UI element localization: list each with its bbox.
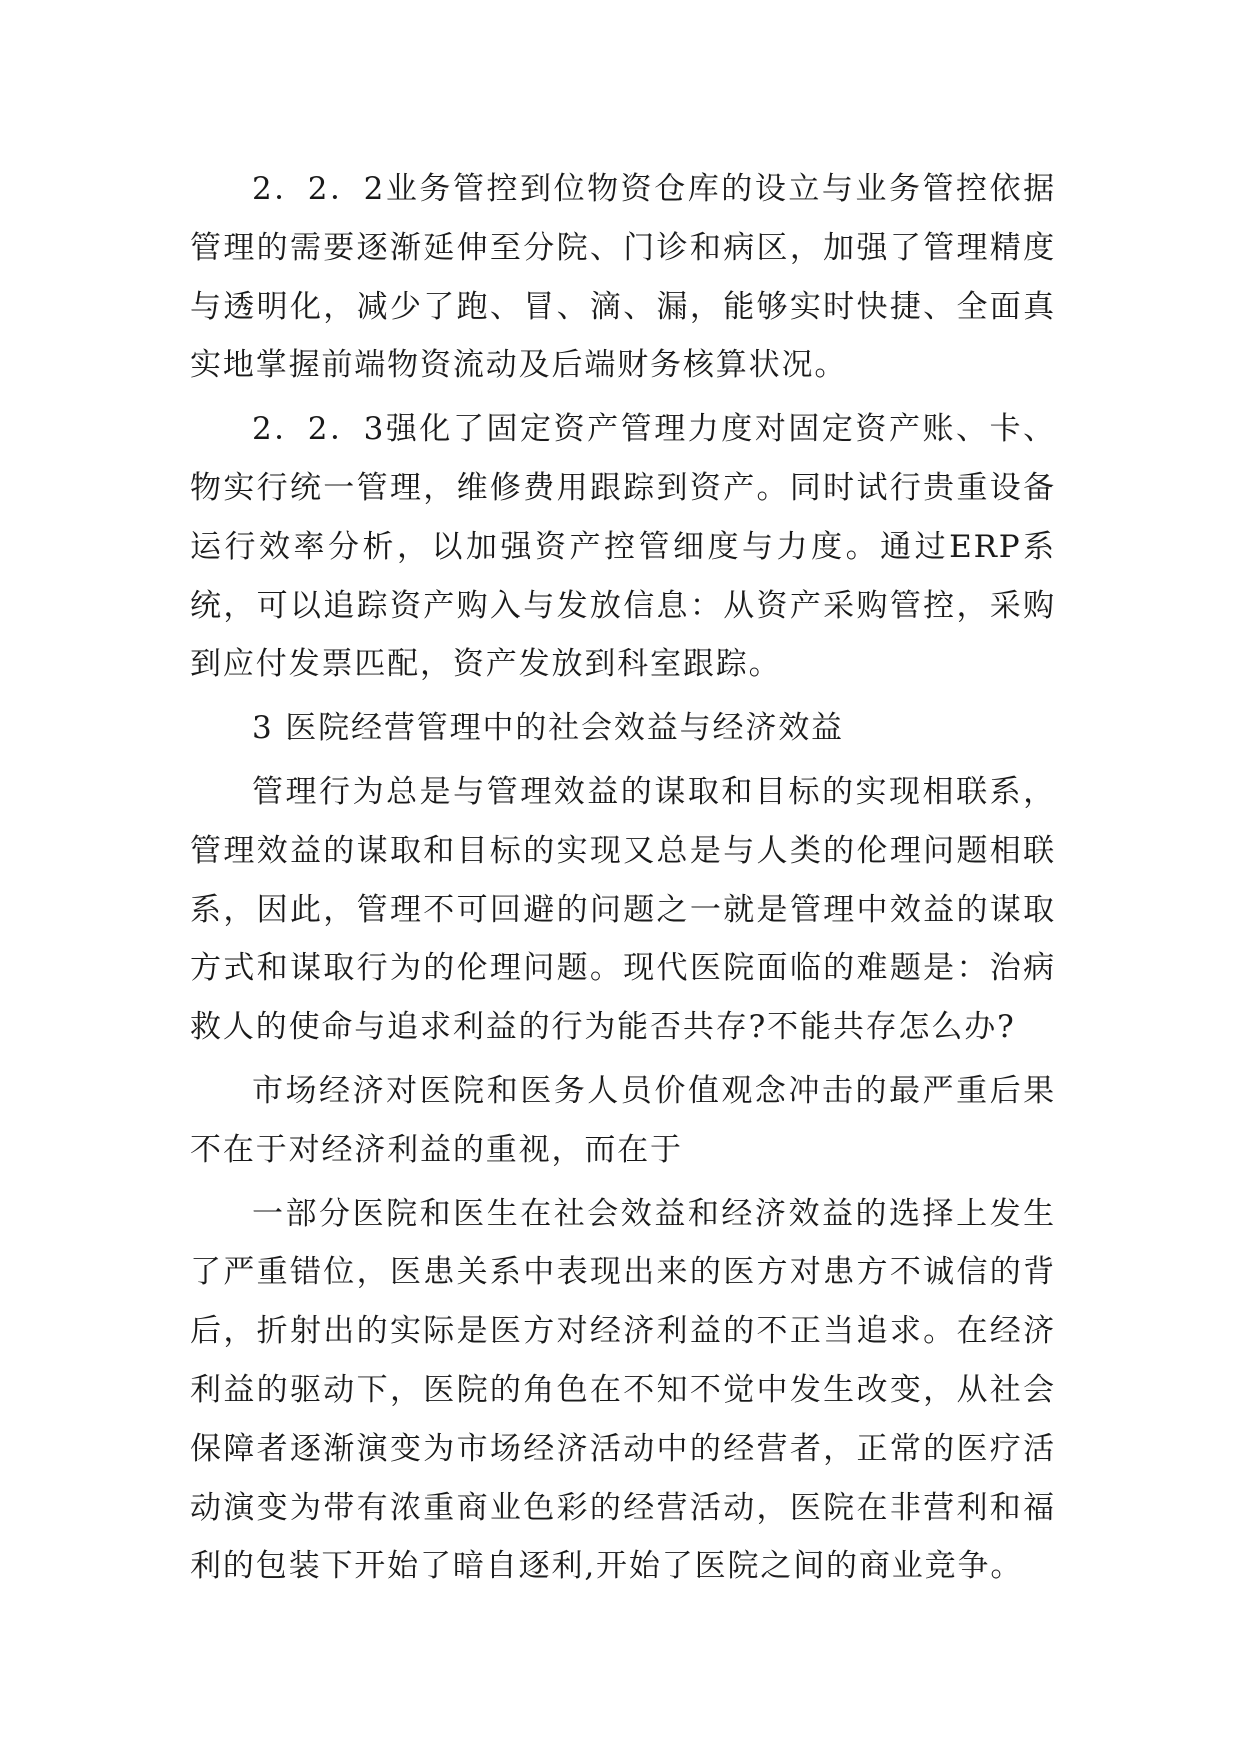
paragraph-hospital-role: 一部分医院和医生在社会效益和经济效益的选择上发生了严重错位，医患关系中表现出来的医方对患方不诚信的背后，折射出的实际是医方对经济利益的不正当追求。在经济利益的驱动下，医院的角色在不知不觉中发生改变，从社会保障者逐渐演变为市场经济活动中的经营者，正常的医疗活动演变为带有浓重商业色彩的经营活动，医院在非营利和福利的包装下开始了暗自逐利,开始了医院之间的商业竞争。 bbox=[190, 1195, 1056, 1585]
paragraph-management-ethics: 管理行为总是与管理效益的谋取和目标的实现相联系，管理效益的谋取和目标的实现又总是与人类的伦理问题相联系，因此，管理不可回避的问题之一就是管理中效益的谋取方式和谋取行为的伦理问题。现代医院面临的难题是：治病救人的使命与追求利益的行为能否共存?不能共存怎么办? bbox=[190, 773, 1056, 1046]
paragraph-market-economy: 市场经济对医院和医务人员价值观念冲击的最严重后果不在于对经济利益的重视，而在于 bbox=[190, 1072, 1056, 1168]
section-heading-3: 3 医院经营管理中的社会效益与经济效益 bbox=[252, 710, 844, 747]
paragraph-2-2-3: 2．2．3强化了固定资产管理力度对固定资产账、卡、物实行统一管理，维修费用跟踪到资产。同时试行贵重设备运行效率分析，以加强资产控管细度与力度。通过ERP系统，可以追踪资产购入与发放信息：从资产采购管控，采购到应付发票匹配，资产发放到科室跟踪。 bbox=[190, 411, 1056, 683]
paragraph-2-2-2: 2．2．2业务管控到位物资仓库的设立与业务管控依据管理的需要逐渐延伸至分院、门诊和病区，加强了管理精度与透明化，减少了跑、冒、滴、漏，能够实时快捷、全面真实地掌握前端物资流动及后端财务核算状况。 bbox=[190, 171, 1056, 384]
document-body bbox=[190, 160, 1056, 1601]
